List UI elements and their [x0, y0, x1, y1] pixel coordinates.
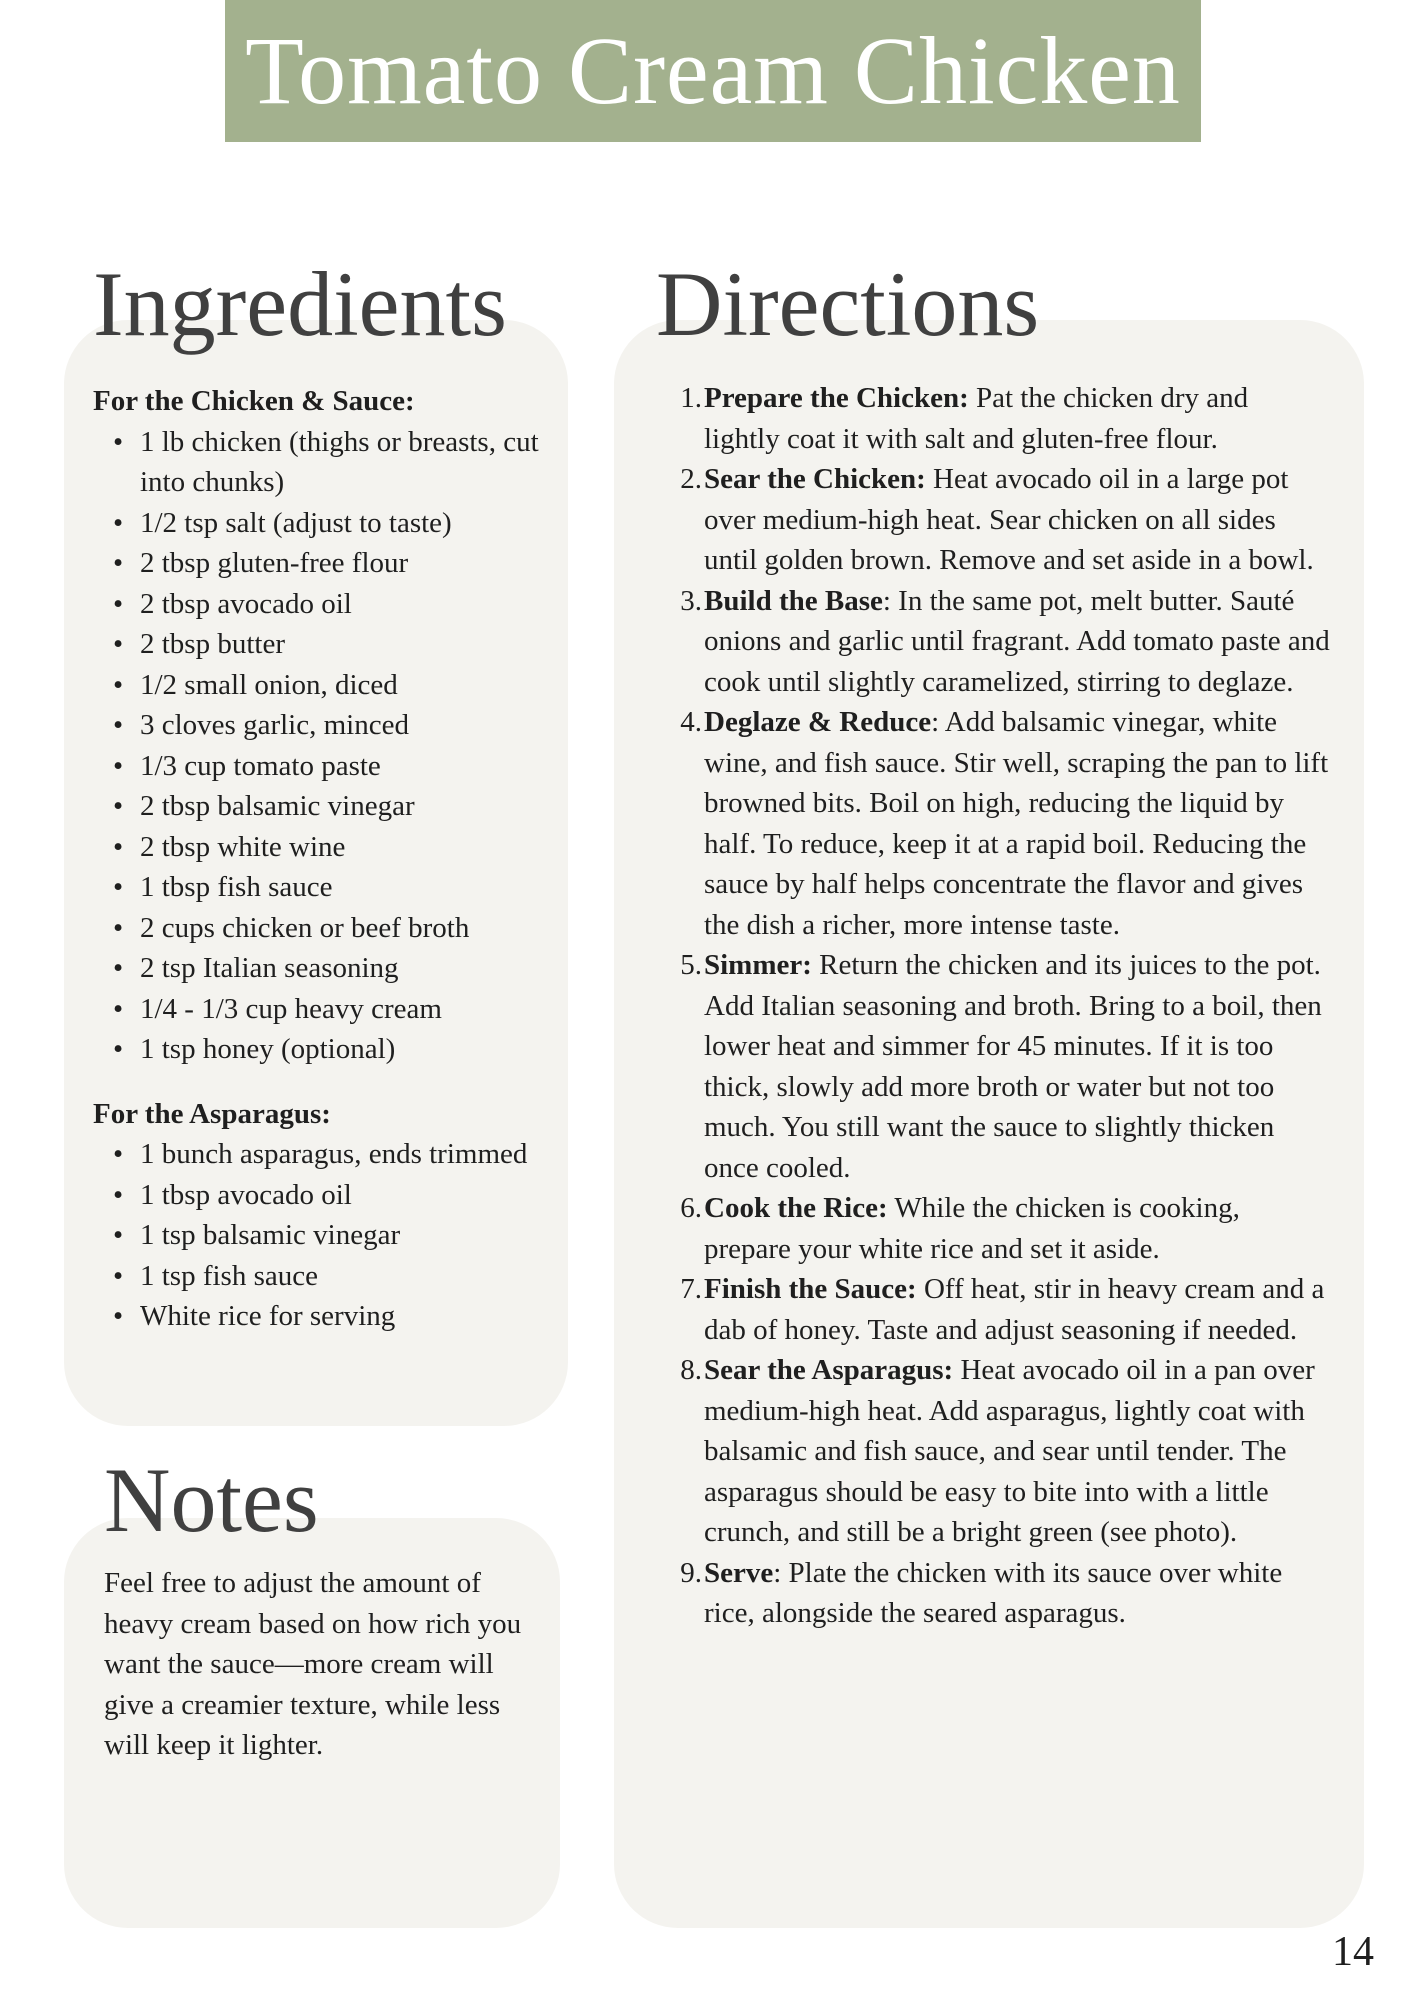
ingredient-item: • 1 tbsp avocado oil	[113, 1178, 352, 1211]
notes-text: Feel free to adjust the amount of heavy cream based on how rich you want the sauce—more cream will give a creamier texture, while less will keep it lighter.	[104, 1567, 522, 1761]
section-title-chicken-sauce: For the Chicken & Sauce:	[93, 385, 415, 417]
step-title: Sear the Chicken:	[704, 463, 926, 495]
direction-step	[660, 1269, 1330, 1350]
ingredient-item: • 1 tbsp fish sauce	[113, 871, 333, 903]
step-text: Pat the chicken dry and lightly coat it with salt and gluten-free flour.	[704, 382, 1249, 455]
step-number: 4.	[680, 706, 702, 738]
step-text: : In the same pot, melt butter. Sauté onions and garlic until fragrant. Add tomato paste and cook until slightly caramelized, stirring to deglaze.	[704, 584, 1330, 698]
step-number: 1.	[680, 382, 702, 414]
step-title: Simmer:	[704, 949, 812, 981]
ingredient-item: • 1 bunch asparagus, ends trimmed	[113, 1138, 528, 1170]
step-text: While the chicken is cooking, prepare your white rice and set it aside.	[704, 1192, 1240, 1265]
direction-step	[660, 1188, 1330, 1269]
step-title: Build the Base	[704, 584, 883, 617]
recipe-title-banner	[225, 0, 1201, 142]
step-number: 3.	[680, 584, 702, 617]
step-number: 9.	[680, 1556, 702, 1589]
page-number: 14	[1332, 1929, 1374, 1975]
step-title: Serve	[704, 1556, 774, 1589]
direction-step	[660, 581, 1330, 703]
step-number: 2.	[680, 463, 702, 495]
direction-step	[660, 1350, 1330, 1553]
step-number: 8.	[680, 1354, 702, 1386]
directions-list	[660, 378, 1330, 1634]
direction-step	[660, 945, 1330, 1188]
ingredient-item: • 1 tsp honey (optional)	[113, 1033, 396, 1065]
step-title: Deglaze & Reduce	[704, 706, 932, 738]
step-text: Return the chicken and its juices to the pot. Add Italian seasoning and broth. Bring to a boil, then lower heat and simmer for 45 minutes. If it is too thick, slowly add more broth or water but not too much. You still want the sauce to slightly thicken once cooled.	[704, 949, 1322, 1184]
step-title: Sear the Asparagus:	[704, 1354, 954, 1386]
ingredients-heading: Ingredients	[93, 253, 507, 355]
direction-step	[660, 1553, 1330, 1634]
ingredient-item: • 1 tsp fish sauce	[113, 1259, 318, 1292]
ingredient-item: • 2 tsp Italian seasoning	[113, 952, 399, 984]
step-text: Heat avocado oil in a pan over medium-high heat. Add asparagus, lightly coat with balsamic and fish sauce, and sear until tender. The asparagus should be easy to bite into with a little crunch, and still be a bright green (see photo).	[704, 1354, 1315, 1548]
ingredient-list-asparagus	[93, 1134, 563, 1337]
ingredient-item: • 1/2 small onion, diced	[113, 668, 398, 701]
step-number: 5.	[680, 949, 702, 981]
direction-step	[660, 378, 1330, 459]
step-text: : Add balsamic vinegar, white wine, and fish sauce. Stir well, scraping the pan to lift browned bits. Boil on high, reducing the liquid by half. To reduce, keep it at a rapid boil. Reducing the sauce by half helps concentrate the flavor and gives the dish a richer, more intense taste.	[704, 706, 1329, 941]
ingredient-item: • 2 cups chicken or beef broth	[113, 911, 470, 944]
direction-step	[660, 702, 1330, 945]
ingredient-item: • 2 tbsp avocado oil	[113, 587, 352, 620]
ingredient-item: • 2 tbsp butter	[113, 628, 285, 660]
step-text: : Plate the chicken with its sauce over white rice, alongside the seared asparagus.	[704, 1556, 1283, 1629]
notes-heading: Notes	[104, 1449, 319, 1551]
ingredient-item: • 1/4 - 1/3 cup heavy cream	[113, 992, 442, 1025]
ingredient-item: • White rice for serving	[113, 1300, 396, 1332]
directions-heading: Directions	[656, 253, 1040, 355]
ingredient-item: • 1/3 cup tomato paste	[113, 749, 381, 782]
section-title-asparagus: For the Asparagus:	[93, 1097, 331, 1130]
ingredient-item: • 2 tbsp gluten-free flour	[113, 547, 409, 579]
recipe-title: Tomato Cream Chicken	[245, 17, 1181, 124]
step-title: Prepare the Chicken:	[704, 382, 969, 414]
step-title: Cook the Rice:	[704, 1192, 888, 1224]
ingredient-item: • 1 tsp balsamic vinegar	[113, 1219, 401, 1251]
ingredient-item: • 1 lb chicken (thighs or breasts, cut into chunks)	[113, 425, 539, 498]
ingredient-item: • 1/2 tsp salt (adjust to taste)	[113, 506, 452, 539]
step-title: Finish the Sauce:	[704, 1273, 917, 1305]
directions-content	[660, 378, 1330, 1634]
ingredient-item: • 3 cloves garlic, minced	[113, 709, 409, 741]
ingredients-content	[93, 381, 563, 1337]
step-number: 7.	[680, 1273, 702, 1305]
ingredient-list-chicken-sauce	[93, 422, 563, 1070]
ingredient-item: • 2 tbsp white wine	[113, 830, 346, 863]
ingredient-item: • 2 tbsp balsamic vinegar	[113, 790, 415, 822]
step-text: Heat avocado oil in a large pot over medium-high heat. Sear chicken on all sides until golden brown. Remove and set aside in a bowl.	[704, 463, 1314, 576]
direction-step	[660, 459, 1330, 581]
step-text: Off heat, stir in heavy cream and a dab of honey. Taste and adjust seasoning if needed.	[704, 1273, 1325, 1346]
step-number: 6.	[680, 1192, 702, 1224]
